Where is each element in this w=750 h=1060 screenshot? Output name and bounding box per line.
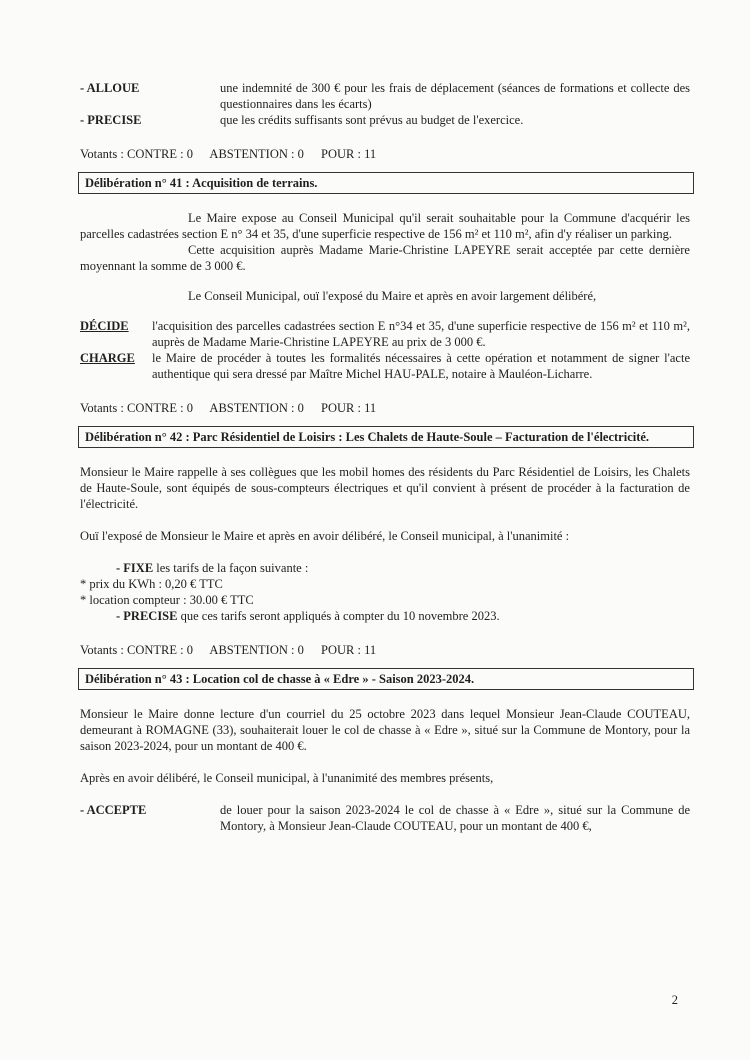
d42-paragraph-2: Ouï l'exposé de Monsieur le Maire et après en avoir délibéré, le Conseil municipal, à l'unanimité : xyxy=(80,529,570,543)
vote-abstention: ABSTENTION : 0 xyxy=(209,147,304,161)
vote-contre: Votants : CONTRE : 0 xyxy=(80,147,193,161)
charge-row xyxy=(80,350,690,382)
accepte-row xyxy=(80,802,690,834)
vote-line xyxy=(80,642,690,658)
precise-line xyxy=(80,608,690,624)
decide-row xyxy=(80,318,690,350)
d41-paragraph-3: Le Conseil Municipal, ouï l'exposé du Maire et après en avoir largement délibéré, xyxy=(188,289,597,303)
d43-paragraph-1: Monsieur le Maire donne lecture d'un courriel du 25 octobre 2023 dans lequel Monsieur Jean-Claude COUTEAU, demeurant à ROMAGNE (33), souhaiterait louer le col de chasse à « Edre », situé sur la Commune de Montory, pour la saison 2023-2024, pour un montant de 400 €. xyxy=(80,707,690,753)
fixe-text: les tarifs de la façon suivante : xyxy=(156,561,309,575)
tariff-item-kwh: * prix du KWh : 0,20 € TTC xyxy=(80,577,223,591)
precise-text: que les crédits suffisants sont prévus au budget de l'exercice. xyxy=(220,113,524,127)
precise-label: - PRECISE xyxy=(80,113,142,127)
vote-abstention: ABSTENTION : 0 xyxy=(209,643,304,657)
tariff-item-compteur: * location compteur : 30.00 € TTC xyxy=(80,593,254,607)
d41-paragraph-1: Le Maire expose au Conseil Municipal qu'il serait souhaitable pour la Commune d'acquérir les parcelles cadastrées section E n° 34 et 35, d'une superficie respective de 156 m² et 110 m², afin d'y réaliser un parking. xyxy=(80,211,690,241)
vote-pour: POUR : 11 xyxy=(321,401,377,415)
vote-contre: Votants : CONTRE : 0 xyxy=(80,401,193,415)
deliberation-42-title: Délibération n° 42 : Parc Résidentiel de Loisirs : Les Chalets de Haute-Soule – Facturation de l'électricité. xyxy=(78,426,694,448)
precise-text: que ces tarifs seront appliqués à compter du 10 novembre 2023. xyxy=(180,609,500,623)
decide-text: l'acquisition des parcelles cadastrées section E n°34 et 35, d'une superficie respective de 156 m² et 110 m², auprès de Madame Marie-Christine LAPEYRE au prix de 3 000 €. xyxy=(152,319,690,349)
vote-pour: POUR : 11 xyxy=(321,643,377,657)
deliberation-41-title: Délibération n° 41 : Acquisition de terrains. xyxy=(78,172,694,194)
decide-label: DÉCIDE xyxy=(80,319,129,333)
precise-label: - PRECISE xyxy=(116,609,178,623)
vote-pour: POUR : 11 xyxy=(321,147,377,161)
page-content xyxy=(80,80,690,834)
page-number: 2 xyxy=(671,993,678,1007)
alloue-row xyxy=(80,80,690,112)
d43-paragraph-2: Après en avoir délibéré, le Conseil municipal, à l'unanimité des membres présents, xyxy=(80,771,494,785)
deliberation-43-title: Délibération n° 43 : Location col de chasse à « Edre » - Saison 2023-2024. xyxy=(78,668,694,690)
vote-line xyxy=(80,400,690,416)
fixe-line xyxy=(80,560,690,576)
accepte-label: - ACCEPTE xyxy=(80,803,147,817)
vote-abstention: ABSTENTION : 0 xyxy=(209,401,304,415)
vote-contre: Votants : CONTRE : 0 xyxy=(80,643,193,657)
vote-line xyxy=(80,146,690,162)
alloue-text: une indemnité de 300 € pour les frais de déplacement (séances de formations et collecte des questionnaires dans les écarts) xyxy=(220,81,690,111)
charge-text: le Maire de procéder à toutes les formalités nécessaires à cette opération et notamment de signer l'acte authentique qui sera dressé par Maître Michel HAU-PALE, notaire à Mauléon-Licharre. xyxy=(152,351,690,381)
d41-paragraph-2: Cette acquisition auprès Madame Marie-Christine LAPEYRE serait acceptée par cette dernière moyennant la somme de 3 000 €. xyxy=(80,243,690,273)
fixe-label: - FIXE xyxy=(116,561,154,575)
d42-paragraph-1: Monsieur le Maire rappelle à ses collègues que les mobil homes des résidents du Parc Résidentiel de Loisirs, les Chalets de Haute-Soule, sont équipés de sous-compteurs électriques et qu'il convient à présent de procéder à la facturation de l'électricité. xyxy=(80,465,690,511)
accepte-text: de louer pour la saison 2023-2024 le col de chasse à « Edre », situé sur la Commune de Montory, à Monsieur Jean-Claude COUTEAU, pour un montant de 400 €, xyxy=(220,803,690,833)
alloue-label: - ALLOUE xyxy=(80,81,140,95)
precise-row xyxy=(80,112,690,128)
charge-label: CHARGE xyxy=(80,351,135,365)
